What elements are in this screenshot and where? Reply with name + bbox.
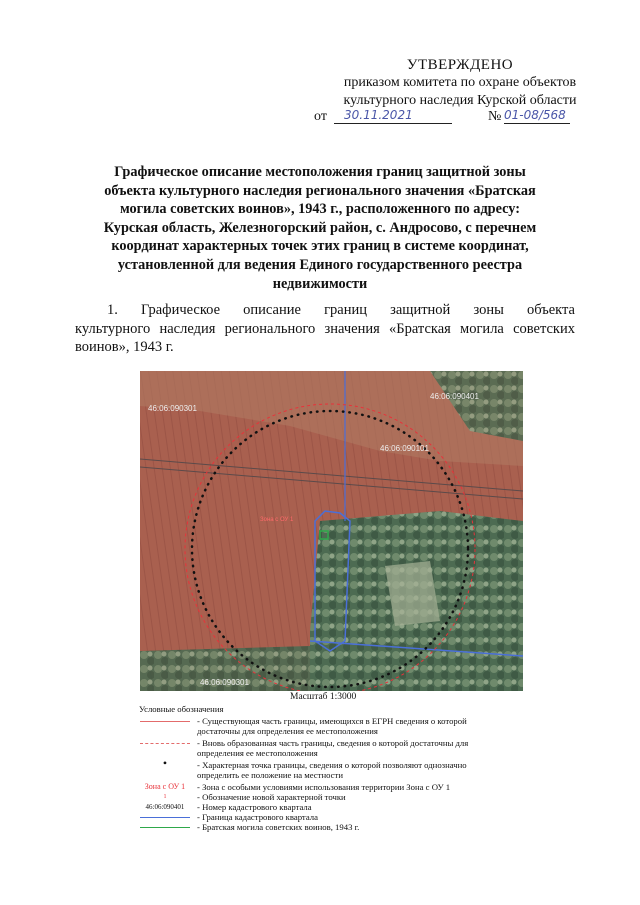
map-image (140, 371, 523, 691)
legend-text: - Обозначение новой характерной точки (197, 792, 346, 802)
approval-block (310, 56, 610, 110)
new-point-symbol: 1 (163, 794, 167, 800)
monument-symbol (135, 827, 195, 828)
approval-line-2: приказом комитета по охране объектов (343, 75, 577, 90)
parcel-label: 46:06:090401 (430, 392, 479, 401)
title-line: установленной для ведения Единого государственного реестра (117, 256, 523, 273)
zone-symbol: Зона с ОУ 1 (144, 782, 186, 791)
new-boundary-symbol (135, 743, 195, 744)
handwritten-date: 30.11.2021 (344, 108, 413, 122)
satellite-map (140, 371, 523, 691)
title-line: Курская область, Железногорский район, с. Андросово, с перечнем (103, 219, 537, 236)
zone-label: Зона с ОУ 1 (260, 517, 294, 523)
section-1-line-2: культурного наследия регионального значения «Братская могила советских (75, 320, 575, 337)
approval-date-number-row (314, 109, 614, 129)
parcel-label: 46:06:090101 (380, 444, 429, 453)
section-1-line-1: 1. Графическое описание границ защитной зоны объекта (107, 302, 575, 318)
from-label: от (314, 109, 327, 124)
handwritten-number: 01-08/568 (504, 108, 566, 122)
approval-line-3: культурного наследия Курской области (343, 93, 577, 108)
legend-text: - Граница кадастрового квартала (197, 812, 318, 822)
title-line: координат характерных точек этих границ в системе координат, (111, 238, 529, 255)
legend-text: - Существующая часть границы, имеющихся в ЕГРН сведения о которой достаточны для определения ее местоположения (197, 716, 467, 737)
document-title (72, 163, 568, 293)
title-line: Графическое описание местоположения границ защитной зоны (114, 164, 526, 180)
map-scale: Масштаб 1:3000 (290, 692, 357, 702)
legend-text: - Номер кадастрового квартала (197, 802, 312, 812)
title-line: могила советских воинов», 1943 г., расположенного по адресу: (119, 201, 521, 218)
number-label: № (488, 109, 502, 124)
parcel-label: 46:06:090301 (148, 404, 197, 413)
legend-text: - Характерная точка границы, сведения о которой позволяют однозначно определить ее положение на местности (197, 760, 467, 781)
section-1-paragraph (75, 301, 575, 357)
point-symbol: • (162, 756, 168, 770)
parcel-label: 46:06:090301 (200, 678, 249, 687)
section-1-line-3: воинов», 1943 г. (75, 339, 174, 355)
legend-text: - Вновь образованная часть границы, сведения о которой достаточны для определения ее местоположения (197, 738, 469, 759)
existing-boundary-symbol (135, 721, 195, 722)
legend-text: - Братская могила советских воинов, 1943 г. (197, 822, 360, 832)
title-line: объекта культурного наследия регионального значения «Братская (104, 182, 536, 199)
legend-text: - Зона с особыми условиями использования территории Зона с ОУ 1 (197, 782, 451, 792)
approval-title: УТВЕРЖДЕНО (406, 57, 514, 73)
parcel-boundary-symbol (135, 817, 195, 818)
parcel-number-symbol: 46:06:090401 (145, 803, 185, 811)
legend-title: Условные обозначения (139, 704, 224, 714)
title-line: недвижимости (272, 275, 368, 292)
